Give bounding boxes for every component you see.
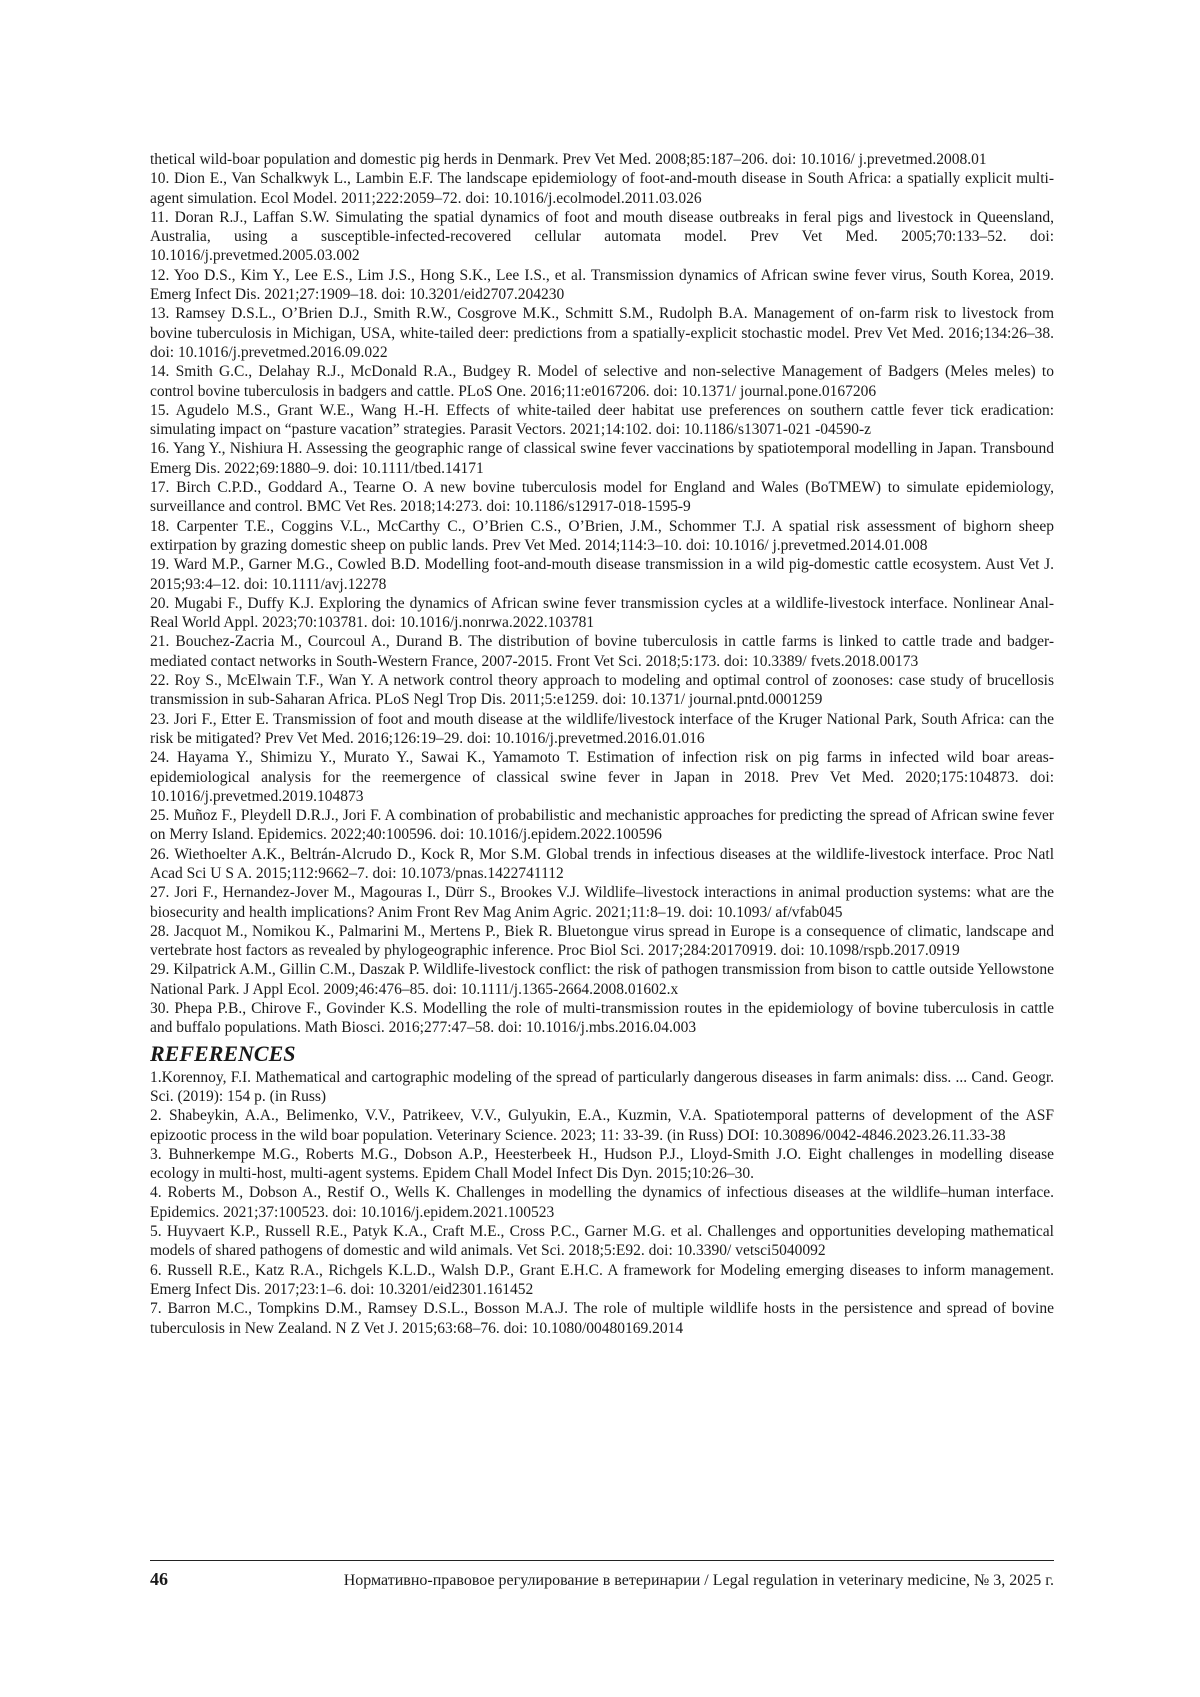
reference-item: 26. Wiethoelter A.K., Beltrán-Alcrudo D., Kock R, Mor S.M. Global trends in infectious diseases at the wildlife-livestock interface. Proc Natl Acad Sci U S A. 2015;112:9662–7. doi: 10.1073/pnas.1422741112 [150,845,1054,882]
reference-item: 24. Hayama Y., Shimizu Y., Murato Y., Sawai K., Yamamoto T. Estimation of infection risk on pig farms in infected wild boar areas-epidemiological analysis for the reemergence of classical swine fever in Japan in 2018. Prev Vet Med. 2020;175:104873. doi: 10.1016/j.prevetmed.2019.104873 [150,749,1054,805]
reference-item: 15. Agudelo M.S., Grant W.E., Wang H.-H. Effects of white-tailed deer habitat use preferences on southern cattle fever tick eradication: simulating impact on “pasture vacation” strategies. Parasit Vectors. 2021;14:102. doi: 10.1186/s13071-021 -04590-z [150,401,1054,439]
reference-item: 19. Ward M.P., Garner M.G., Cowled B.D. Modelling foot-and-mouth disease transmission in a wild pig-domestic cattle ecosystem. Aust Vet J. 2015;93:4–12. doi: 10.1111/avj.12278 [150,556,1054,593]
reference-item: 25. Muñoz F., Pleydell D.R.J., Jori F. A combination of probabilistic and mechanistic approaches for predicting the spread of African swine fever on Merry Island. Epidemics. 2022;40:100596. doi: 10.1016/j.epidem.2022.100596 [150,807,1054,844]
reference-item: 16. Yang Y., Nishiura H. Assessing the geographic range of classical swine fever vaccinations by spatiotemporal modelling in Japan. Transbound Emerg Dis. 2022;69:1880–9. doi: 10.1111/tbed.14171 [150,440,1054,477]
reference-item: 4. Roberts M., Dobson A., Restif O., Wells K. Challenges in modelling the dynamics of infectious diseases at the wildlife–human interface. Epidemics. 2021;37:100523. doi: 10.1016/j.epidem.2021.100523 [150,1184,1054,1221]
reference-item: 6. Russell R.E., Katz R.A., Richgels K.L.D., Walsh D.P., Grant E.H.C. A framework for Modeling emerging diseases to inform management. Emerg Infect Dis. 2017;23:1–6. doi: 10.3201/eid2301.161452 [150,1261,1054,1298]
reference-item: 10. Dion E., Van Schalkwyk L., Lambin E.F. The landscape epidemiology of foot-and-mouth disease in South Africa: a spatially explicit multi-agent simulation. Ecol Model. 2011;222:2059–72. doi: 10.1016/j.ecolmodel.2011.03.026 [150,170,1054,207]
reference-item: 27. Jori F., Hernandez-Jover M., Magouras I., Dürr S., Brookes V.J. Wildlife–livestock interactions in animal production systems: what are the biosecurity and health implications? Anim Front Rev Mag Anim Agric. 2021;11:8–19. doi: 10.1093/ af/vfab045 [150,884,1054,921]
reference-item: 3. Buhnerkempe M.G., Roberts M.G., Dobson A.P., Heesterbeek H., Hudson P.J., Lloyd-Smith J.O. Eight challenges in modelling disease ecology in multi-host, multi-agent systems. Epidem Chall Model Infect Dis Dyn. 2015;10:26–30. [150,1145,1054,1183]
reference-item: 1.Korennoy, F.I. Mathematical and cartographic modeling of the spread of particularly dangerous diseases in farm animals: diss. ... Cand. Geogr. Sci. (2019): 154 p. (in Russ) [150,1068,1054,1105]
reference-item: 13. Ramsey D.S.L., O’Brien D.J., Smith R.W., Cosgrove M.K., Schmitt S.M., Rudolph B.A. Management of on-farm risk to livestock from bovine tuberculosis in Michigan, USA, white-tailed deer: predictions from a spatially-explicit stochastic model. Prev Vet Med. 2016;134:26–38. doi: 10.1016/j.prevetmed.2016.09.022 [150,305,1054,361]
references-heading: REFERENCES [150,1040,296,1066]
reference-list-continued [150,150,1054,1038]
page-content [150,150,1054,1338]
reference-item: 2. Shabeykin, A.A., Belimenko, V.V., Patrikeev, V.V., Gulyukin, E.A., Kuzmin, V.A. Spatiotemporal patterns of development of the ASF epizootic process in the wild boar population. Veterinary Science. 2023; 11: 33-39. (in Russ) DOI: 10.30896/0042-4846.2023.26.11.33-38 [150,1107,1054,1144]
reference-item: 21. Bouchez-Zacria M., Courcoul A., Durand B. The distribution of bovine tuberculosis in cattle farms is linked to cattle trade and badger-mediated contact networks in South-Western France, 2007-2015. Front Vet Sci. 2018;5:173. doi: 10.3389/ fvets.2018.00173 [150,633,1054,670]
journal-title: Нормативно-правовое регулирование в ветеринарии / Legal regulation in veterinary medicine, № 3, 2025 г. [343,1572,1054,1589]
reference-item: 14. Smith G.C., Delahay R.J., McDonald R.A., Budgey R. Model of selective and non-selective Management of Badgers (Meles meles) to control bovine tuberculosis in badgers and cattle. PLoS One. 2016;11:e0167206. doi: 10.1371/ journal.pone.0167206 [150,363,1054,400]
reference-item: 12. Yoo D.S., Kim Y., Lee E.S., Lim J.S., Hong S.K., Lee I.S., et al. Transmission dynamics of African swine fever virus, South Korea, 2019. Emerg Infect Dis. 2021;27:1909–18. doi: 10.3201/eid2707.204230 [150,266,1054,304]
reference-item: 20. Mugabi F., Duffy K.J. Exploring the dynamics of African swine fever transmission cycles at a wildlife-livestock interface. Nonlinear Anal-Real World Appl. 2023;70:103781. doi: 10.1016/j.nonrwa.2022.103781 [150,594,1054,632]
reference-item: 29. Kilpatrick A.M., Gillin C.M., Daszak P. Wildlife-livestock conflict: the risk of pathogen transmission from bison to cattle outside Yellowstone National Park. J Appl Ecol. 2009;46:476–85. doi: 10.1111/j.1365-2664.2008.01602.x [150,961,1055,998]
page-number: 46 [150,1569,168,1589]
references-list [150,1068,1054,1338]
reference-item: 17. Birch C.P.D., Goddard A., Tearne O. A new bovine tuberculosis model for England and Wales (BoTMEW) to simulate epidemiology, surveillance and control. BMC Vet Res. 2018;14:273. doi: 10.1186/s12917-018-1595-9 [150,479,1054,516]
reference-item: 18. Carpenter T.E., Coggins V.L., McCarthy C., O’Brien C.S., O’Brien, J.M., Schommer T.J. A spatial risk assessment of bighorn sheep extirpation by grazing domestic sheep on public lands. Prev Vet Med. 2014;114:3–10. doi: 10.1016/ j.prevetmed.2014.01.008 [150,517,1054,554]
page-footer [150,1560,1054,1590]
reference-item: 28. Jacquot M., Nomikou K., Palmarini M., Mertens P., Biek R. Bluetongue virus spread in Europe is a consequence of climatic, landscape and vertebrate host factors as revealed by phylogeographic inference. Proc Biol Sci. 2017;284:20170919. doi: 10.1098/rspb.2017.0919 [150,922,1054,960]
reference-item: 5. Huyvaert K.P., Russell R.E., Patyk K.A., Craft M.E., Cross P.C., Garner M.G. et al. Challenges and opportunities developing mathematical models of shared pathogens of domestic and wild animals. Vet Sci. 2018;5:E92. doi: 10.3390/ vetsci5040092 [150,1223,1054,1260]
reference-item: 30. Phepa P.B., Chirove F., Govinder K.S. Modelling the role of multi-transmission routes in the epidemiology of bovine tuberculosis in cattle and buffalo populations. Math Biosci. 2016;277:47–58. doi: 10.1016/j.mbs.2016.04.003 [150,1000,1054,1037]
reference-item: 23. Jori F., Etter E. Transmission of foot and mouth disease at the wildlife/livestock interface of the Kruger National Park, South Africa: can the risk be mitigated? Prev Vet Med. 2016;126:19–29. doi: 10.1016/j.prevetmed.2016.01.016 [150,710,1054,747]
reference-item: 7. Barron M.C., Tompkins D.M., Ramsey D.S.L., Bosson M.A.J. The role of multiple wildlife hosts in the persistence and spread of bovine tuberculosis in New Zealand. N Z Vet J. 2015;63:68–76. doi: 10.1080/00480169.2014 [150,1300,1054,1337]
reference-item: 22. Roy S., McElwain T.F., Wan Y. A network control theory approach to modeling and optimal control of zoonoses: case study of brucellosis transmission in sub-Saharan Africa. PLoS Negl Trop Dis. 2011;5:e1259. doi: 10.1371/ journal.pntd.0001259 [150,672,1054,709]
reference-item: 11. Doran R.J., Laffan S.W. Simulating the spatial dynamics of foot and mouth disease outbreaks in feral pigs and livestock in Queensland, Australia, using a susceptible-infected-recovered cellular automata model. Prev Vet Med. 2005;70:133–52. doi: 10.1016/j.prevetmed.2005.03.002 [150,208,1054,265]
reference-item: thetical wild-boar population and domestic pig herds in Denmark. Prev Vet Med. 2008;85:187–206. doi: 10.1016/ j.prevetmed.2008.01 [150,151,987,168]
